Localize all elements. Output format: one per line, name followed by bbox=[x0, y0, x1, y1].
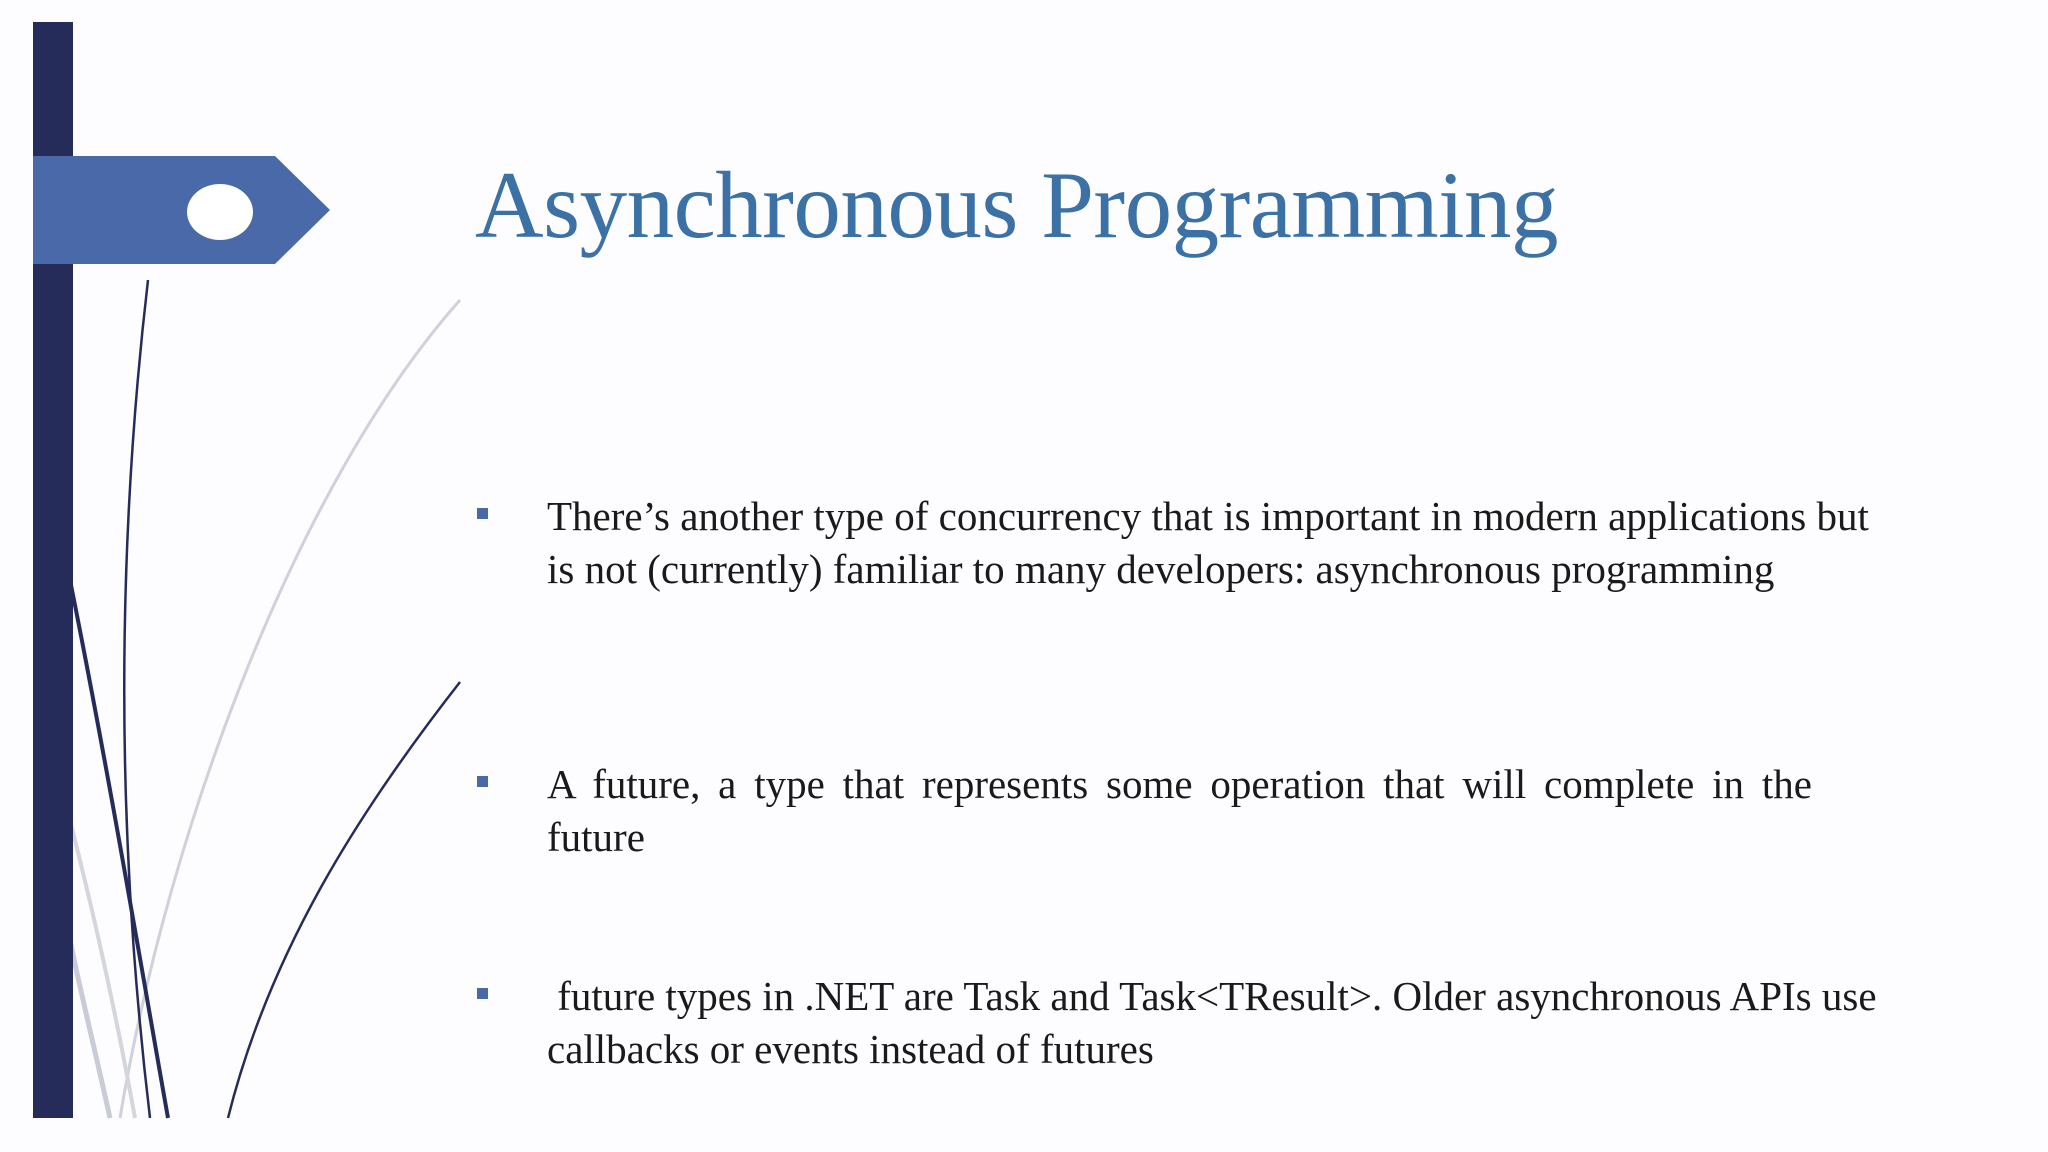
decorative-curve-light bbox=[120, 300, 460, 1118]
bullet-text: There’s another type of concurrency that is important in modern applications but is not (currently) familiar to many developers: asynchronous programming bbox=[547, 493, 1869, 592]
bullet-text: A future, a type that represents some operation that will complete in the future bbox=[547, 761, 1812, 860]
square-bullet-icon bbox=[477, 988, 488, 999]
decorative-curve-dark bbox=[228, 682, 460, 1118]
square-bullet-icon bbox=[477, 508, 488, 519]
arrow-tab-shape bbox=[33, 156, 330, 264]
square-bullet-icon bbox=[477, 776, 488, 787]
white-oval-icon bbox=[187, 184, 253, 240]
slide-title: Asynchronous Programming bbox=[475, 152, 1559, 258]
bullet-text: future types in .NET are Task and Task<TResult>. Older asynchronous APIs use callbacks or events instead of futures bbox=[547, 973, 1887, 1072]
